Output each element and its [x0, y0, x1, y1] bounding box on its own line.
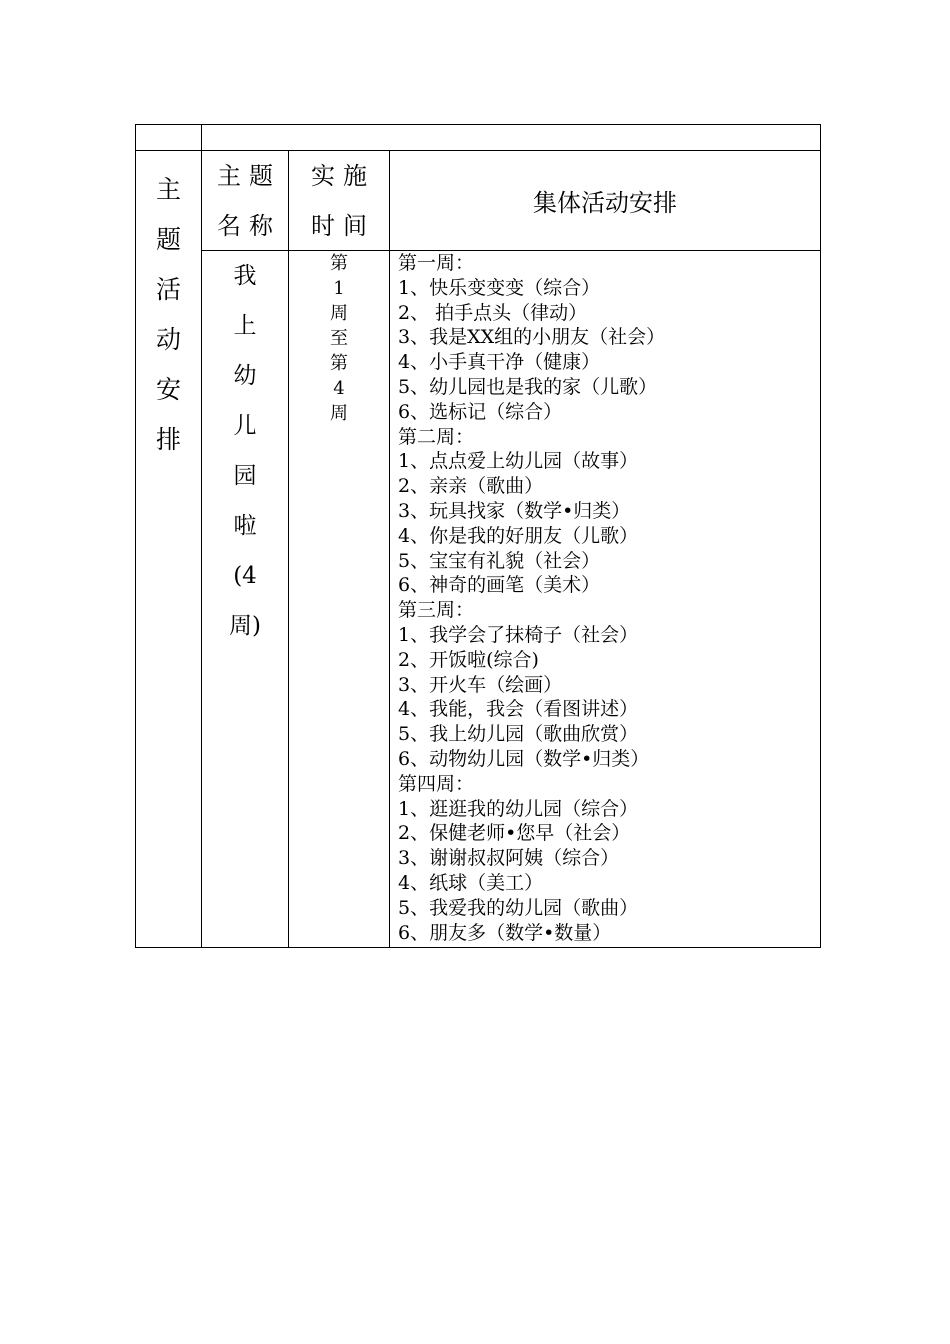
time-char: 第: [330, 253, 348, 274]
theme-name-header-line-1: 主题: [217, 161, 281, 190]
activity-item: 5、幼儿园也是我的家（儿歌）: [398, 375, 658, 398]
time-range: [289, 251, 389, 426]
time-char: 周: [330, 303, 348, 324]
activity-item: 3、我是XX组的小朋友（社会）: [398, 326, 666, 349]
activity-item: 5、我爱我的幼儿园（歌曲）: [398, 896, 639, 919]
activity-item: 2、亲亲（歌曲）: [398, 475, 544, 498]
theme-activity-label: [136, 151, 201, 465]
activity-item: 4、小手真干净（健康）: [398, 351, 601, 374]
activities-header: 集体活动安排: [533, 189, 677, 217]
theme-name-header: [202, 151, 288, 250]
time-char: 至: [330, 328, 348, 349]
theme-name-char: 园: [233, 463, 257, 489]
table-header-row: [136, 151, 821, 251]
activity-item: 3、开火车（绘画）: [398, 673, 563, 696]
time-cell: [289, 251, 390, 948]
week-title: 第四周：: [398, 772, 475, 795]
activity-item: 6、动物幼儿园（数学•归类）: [398, 747, 650, 770]
week-title: 第二周：: [398, 425, 475, 448]
activity-item: 3、谢谢叔叔阿姨（综合）: [398, 847, 620, 870]
time-char: 4: [333, 378, 345, 399]
time-char: 第: [330, 353, 348, 374]
activity-item: 2、保健老师•您早（社会）: [398, 822, 631, 845]
theme-label-char: 安: [155, 375, 181, 404]
theme-name-char: 上: [233, 313, 257, 339]
activity-item: 4、你是我的好朋友（儿歌）: [398, 524, 639, 547]
activities-list: [390, 251, 820, 945]
theme-name-char: (4: [233, 563, 257, 589]
activities-header-cell: [390, 151, 821, 251]
table-top-row: [136, 125, 821, 151]
activity-plan-table: [135, 124, 821, 948]
activity-item: 1、我学会了抹椅子（社会）: [398, 623, 639, 646]
time-header-line-1: 实施: [311, 161, 375, 190]
activity-item: 4、我能，我会（看图讲述）: [398, 698, 639, 721]
time-header: [289, 151, 389, 250]
activity-item: 6、神奇的画笔（美术）: [398, 574, 601, 597]
theme-name-header-line-2: 名称: [217, 211, 281, 240]
activity-item: 3、玩具找家（数学•归类）: [398, 499, 631, 522]
theme-name-cell: [202, 251, 289, 948]
theme-name-char: 啦: [233, 513, 257, 539]
theme-name-header-cell: [202, 151, 289, 251]
theme-label-char: 排: [155, 425, 181, 454]
theme-label-char: 活: [155, 275, 181, 304]
time-char: 周: [330, 403, 348, 424]
activities-cell: [390, 251, 821, 948]
week-title: 第三周：: [398, 599, 475, 622]
activity-item: 5、我上幼儿园（歌曲欣赏）: [398, 723, 639, 746]
time-header-line-2: 时间: [311, 211, 375, 240]
week-title: 第一周：: [398, 252, 475, 274]
theme-activity-label-cell: [136, 151, 202, 948]
time-char: 1: [333, 278, 345, 299]
activity-item: 1、快乐变变变（综合）: [398, 276, 601, 299]
theme-label-char: 主: [155, 175, 181, 204]
theme-label-char: 动: [155, 325, 181, 354]
theme-name-char: 我: [233, 263, 257, 289]
time-header-cell: [289, 151, 390, 251]
activity-item: 1、逛逛我的幼儿园（综合）: [398, 797, 639, 820]
activity-item: 2、开饭啦(综合): [398, 648, 539, 671]
table-body-row: [136, 251, 821, 948]
activity-item: 5、宝宝有礼貌（社会）: [398, 549, 601, 572]
activity-item: 6、选标记（综合）: [398, 400, 563, 423]
theme-name-char: 幼: [233, 363, 257, 389]
theme-name-char: 周): [229, 613, 261, 639]
top-right-empty-cell: [202, 125, 821, 151]
activity-item: 2、 拍手点头（律动）: [398, 301, 588, 324]
activity-item: 4、纸球（美工）: [398, 871, 544, 894]
theme-name-char: 儿: [233, 413, 257, 439]
activity-item: 1、点点爱上幼儿园（故事）: [398, 450, 639, 473]
theme-name: [202, 251, 288, 651]
top-left-empty-cell: [136, 125, 202, 151]
theme-label-char: 题: [155, 225, 181, 254]
document-page: [135, 124, 820, 948]
activity-item: 6、朋友多（数学•数量）: [398, 921, 612, 944]
